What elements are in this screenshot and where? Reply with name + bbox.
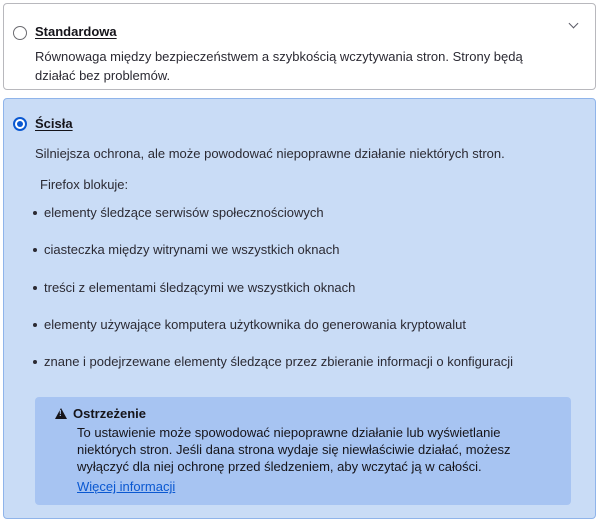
radio-standard[interactable] <box>13 26 27 40</box>
option-card-standard[interactable] <box>3 3 596 90</box>
option-title-strict: Ścisła <box>35 116 73 131</box>
bullet-icon <box>33 248 37 252</box>
radio-strict[interactable] <box>13 117 27 131</box>
warning-icon <box>55 408 67 419</box>
blocks-heading: Firefox blokuje: <box>40 177 129 192</box>
option-title-standard: Standardowa <box>35 24 117 39</box>
warning-box <box>35 397 571 505</box>
option-card-strict[interactable] <box>3 98 596 519</box>
bullet-icon <box>33 211 37 215</box>
bullet-icon <box>33 323 37 327</box>
bullet-icon <box>33 360 37 364</box>
option-description-strict: Silniejsza ochrona, ale może powodować niepoprawne działanie niektórych stron. <box>35 146 505 161</box>
warning-title: Ostrzeżenie <box>73 406 146 421</box>
list-item: treści z elementami śledzącymi we wszystkich oknach <box>33 280 355 295</box>
learn-more-link[interactable]: Więcej informacji <box>77 479 176 494</box>
list-item: elementy używające komputera użytkownika do generowania kryptowalut <box>33 317 466 332</box>
warning-text: To ustawienie może spowodować niepoprawne działanie lub wyświetlanie niektórych stron. Jeśli dana strona wydaje się niewłaściwie działać, możesz wyłączyć dla niej ochronę przed śledzeniem, aby wczytać ją w całości. <box>77 425 511 474</box>
option-description-standard: Równowaga między bezpieczeństwem a szybkością wczytywania stron. Strony będą działać bez problemów. <box>35 49 523 83</box>
list-item: znane i podejrzewane elementy śledzące przez zbieranie informacji o konfiguracji <box>33 354 513 369</box>
list-item: ciasteczka między witrynami we wszystkich oknach <box>33 242 339 257</box>
list-item: elementy śledzące serwisów społecznościowych <box>33 205 324 220</box>
bullet-icon <box>33 286 37 290</box>
chevron-down-icon[interactable] <box>569 19 579 29</box>
